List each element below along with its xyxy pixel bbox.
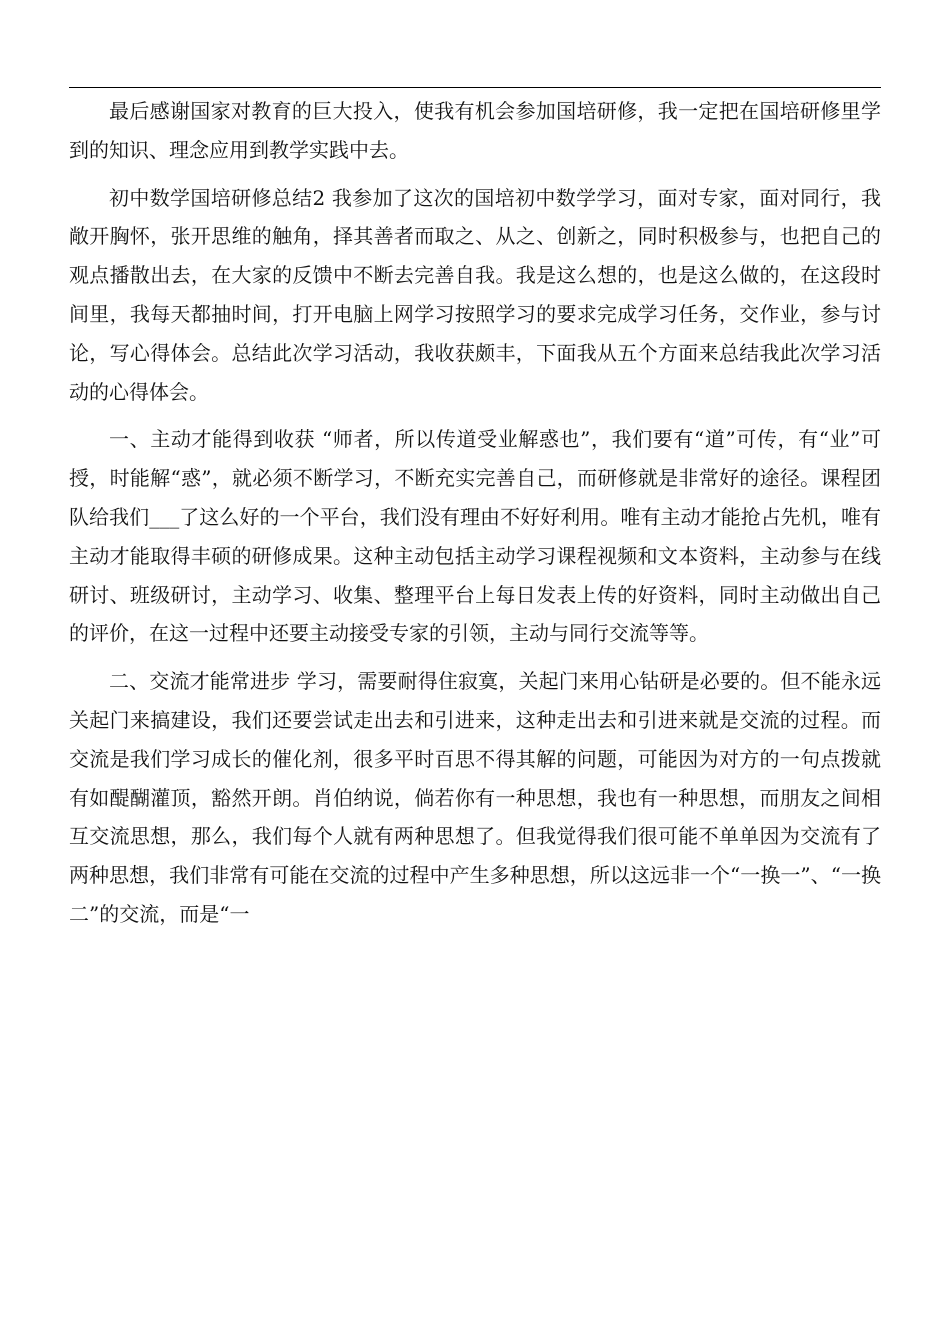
document-body (69, 92, 881, 934)
paragraph-section-two: 二、交流才能常进步 学习，需要耐得住寂寞，关起门来用心钻研是必要的。但不能永远关起门来搞建设，我们还要尝试走出去和引进来，这种走出去和引进来就是交流的过程。而交流是我们学习成长的催化剂，很多平时百思不得其解的问题，可能因为对方的一句点拨就有如醍醐灌顶，豁然开朗。肖伯纳说，倘若你有一种思想，我也有一种思想，而朋友之间相互交流思想，那么，我们每个人就有两种思想了。但我觉得我们很可能不单单因为交流有了两种思想，我们非常有可能在交流的过程中产生多种思想，所以这远非一个“一换一”、“一换二”的交流，而是“一 (69, 669, 881, 926)
paragraph-section-one: 一、主动才能得到收获 “师者，所以传道受业解惑也”，我们要有“道”可传，有“业”可授，时能解“惑”，就必须不断学习，不断充实完善自己，而研修就是非常好的途径。课程团队给我们___了这么好的一个平台，我们没有理由不好好利用。唯有主动才能抢占先机，唯有主动才能取得丰硕的研修成果。这种主动包括主动学习课程视频和文本资料，主动参与在线研讨、班级研讨，主动学习、收集、整理平台上每日发表上传的好资料，同时主动做出自己的评价，在这一过程中还要主动接受专家的引领，主动与同行交流等等。 (69, 427, 881, 646)
paragraph-closing-thanks: 最后感谢国家对教育的巨大投入，使我有机会参加国培研修，我一定把在国培研修里学到的知识、理念应用到教学实践中去。 (69, 99, 881, 162)
header-rule (69, 87, 881, 88)
paragraph-summary-intro: 初中数学国培研修总结2 我参加了这次的国培初中数学学习，面对专家，面对同行，我敞开胸怀，张开思维的触角，择其善者而取之、从之、创新之，同时积极参与，也把自己的观点播散出去，在大家的反馈中不断去完善自我。我是这么想的，也是这么做的，在这段时间里，我每天都抽时间，打开电脑上网学习按照学习的要求完成学习任务，交作业，参与讨论，写心得体会。总结此次学习活动，我收获颇丰，下面我从五个方面来总结我此次学习活动的心得体会。 (69, 185, 881, 404)
